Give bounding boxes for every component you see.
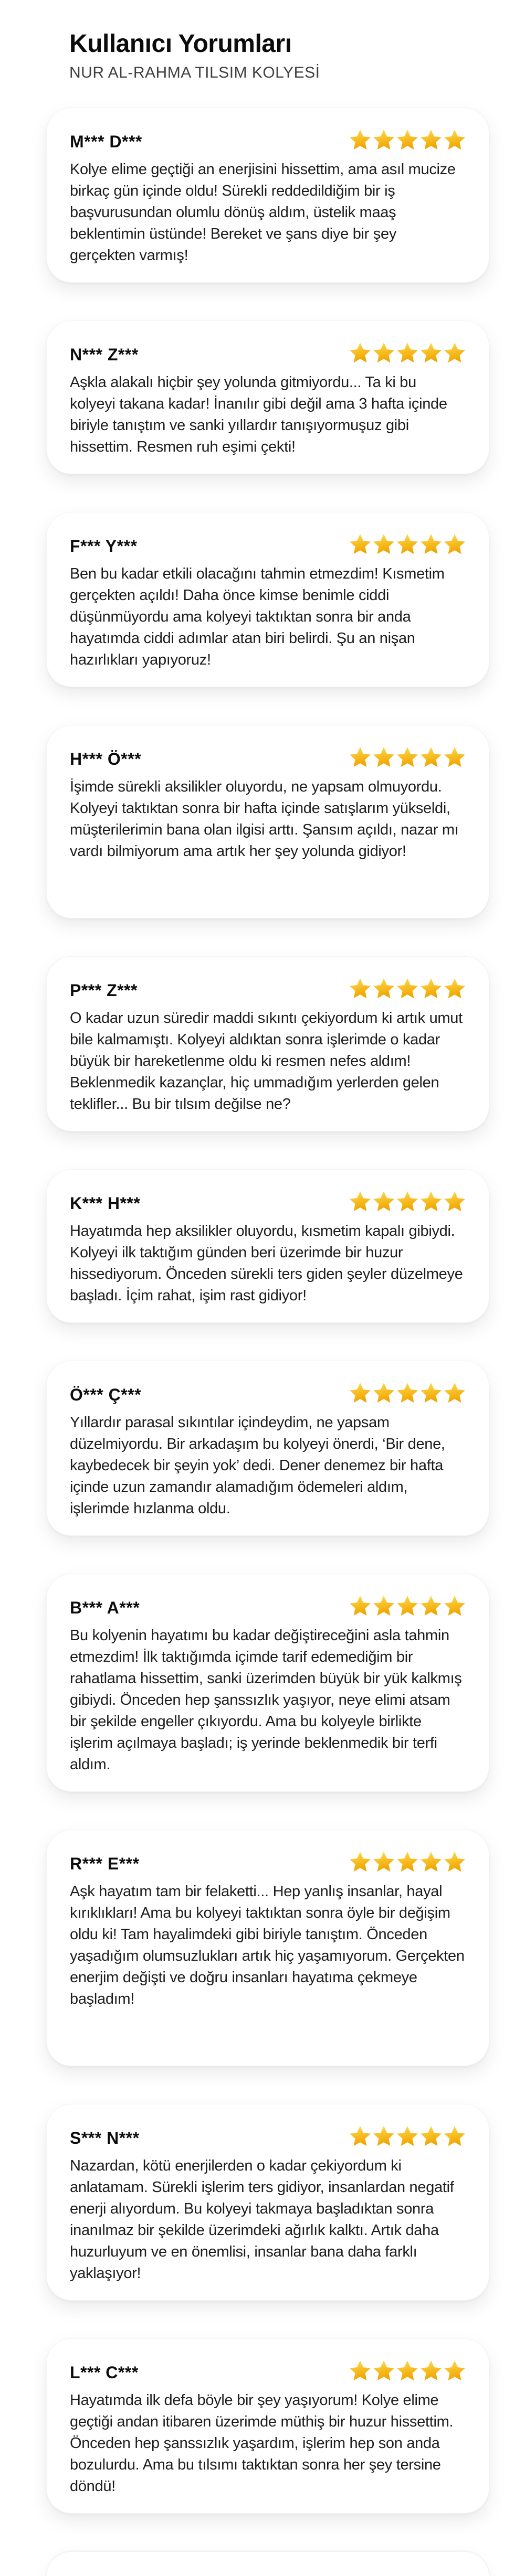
review-card-header bbox=[70, 1190, 466, 1213]
page-title: Kullanıcı Yorumları bbox=[69, 30, 292, 58]
star-icon bbox=[420, 2125, 442, 2147]
review-card bbox=[46, 956, 489, 1131]
star-icon bbox=[420, 1191, 442, 1212]
review-text: Aşkla alakalı hiçbir şey yolunda gitmiyordu... Ta ki bu kolyeyi takana kadar! İnanılır gibi değil ama 3 hafta içinde biriyle tanıştım ve sanki yıllardır tanışıyormuşuz gibi hissettim. Resmen ruh eşimi çekti! bbox=[70, 373, 447, 455]
star-icon bbox=[444, 2125, 466, 2147]
review-card-header bbox=[70, 1594, 466, 1618]
star-icon bbox=[373, 129, 395, 151]
star-rating bbox=[349, 746, 466, 768]
reviewer-name: M*** D*** bbox=[70, 132, 142, 151]
review-text: Yıllardır parasal sıkıntılar içindeydim, ne yapsam düzelmiyordu. Bir arkadaşım bu kolyeyi önerdi, ‘Bir dene, kaybedecek bir şeyin yok’ dedi. Dener denemez bir hafta içinde uzun zamandır alamadığım ödemeleri aldım, işlerimde hızlanma oldu. bbox=[70, 1414, 445, 1517]
star-icon bbox=[420, 129, 442, 151]
star-icon bbox=[420, 342, 442, 364]
review-text: O kadar uzun süredir maddi sıkıntı çekiyordum ki artık umut bile kalmamıştı. Kolyeyi aldıktan sonra işlerimde o kadar büyük bir hareketlenme oldu ki resmen nefes aldım! Beklenmedik kazançlar, hiç ummadığım yerlerden gelen teklifler... Bu bir tılsım değilse ne? bbox=[70, 1009, 463, 1113]
star-icon bbox=[373, 1851, 395, 1873]
reviewer-name: B*** A*** bbox=[70, 1598, 140, 1617]
reviewer-name: P*** Z*** bbox=[70, 980, 138, 1000]
star-icon bbox=[444, 1382, 466, 1404]
review-card bbox=[46, 1830, 489, 2066]
star-icon bbox=[373, 2125, 395, 2147]
review-card bbox=[46, 725, 489, 918]
review-text: Nazardan, kötü enerjilerden o kadar çekiyordum ki anlatamam. Sürekli işlerim ters gidiyor, insanlardan negatif enerji alıyordum. Bu kolyeyi takmaya başladıktan sonra inanılmaz bir şekilde üzerimdeki ağırlık kalktı. Artık daha huzurluyum ve en önemlisi, insanlar bana daha farklı yaklaşıyor! bbox=[70, 2157, 454, 2282]
star-icon bbox=[349, 129, 371, 151]
reviewer-name: S*** N*** bbox=[70, 2128, 140, 2147]
star-icon bbox=[396, 1851, 418, 1873]
star-rating bbox=[349, 1595, 466, 1617]
review-card-header bbox=[70, 341, 466, 365]
review-card-header bbox=[70, 745, 466, 769]
review-card bbox=[46, 108, 489, 283]
star-icon bbox=[349, 342, 371, 364]
review-text: Ben bu kadar etkili olacağını tahmin etmezdim! Kısmetim gerçekten açıldı! Daha önce kimse benimle ciddi düşünmüyordu ama kolyeyi taktıktan sonra bir anda hayatımda ciddi adımlar atan biri belirdi. Şu an nişan hazırlıkları yapıyoruz! bbox=[70, 565, 445, 668]
star-icon bbox=[373, 533, 395, 555]
star-icon bbox=[373, 746, 395, 768]
star-rating bbox=[349, 978, 466, 999]
review-text: Hayatımda ilk defa böyle bir şey yaşıyorum! Kolye elime geçtiği andan itibaren üzerimde müthiş bir huzur hissettim. Önceden hep şanssızlık yaşardım, işlerim hep son anda bozulurdu. Ama bu tılsımı taktıktan sonra her şey tersine döndü! bbox=[70, 2391, 454, 2495]
star-icon bbox=[396, 2125, 418, 2147]
review-card bbox=[46, 320, 489, 474]
star-icon bbox=[349, 1595, 371, 1617]
page-header bbox=[46, 30, 489, 81]
star-icon bbox=[444, 1851, 466, 1873]
review-text: Aşk hayatım tam bir felaketti... Hep yanlış insanlar, hayal kırıklıkları! Ama bu kolyeyi taktıktan sonra öyle bir değişim oldu ki! Tam hayalimdeki gibi biriyle tanıştım. Önceden yaşadığım olumsuzlukları artık hiç yaşamıyorum. Gerçekten enerjim değişti ve doğru insanları hayatıma çekmeye başladım! bbox=[70, 1883, 465, 2007]
star-icon bbox=[396, 129, 418, 151]
star-icon bbox=[396, 533, 418, 555]
reviewer-name: N*** Z*** bbox=[70, 345, 139, 364]
reviewer-name: Ö*** Ç*** bbox=[70, 1385, 142, 1404]
star-icon bbox=[396, 746, 418, 768]
star-rating bbox=[349, 533, 466, 555]
star-icon bbox=[349, 2360, 371, 2381]
review-card-header bbox=[70, 128, 466, 152]
review-text: Kolye elime geçtiği an enerjisini hissettim, ama asıl mucize birkaç gün içinde oldu! Sürekli reddedildiğim bir iş başvurusundan olumlu dönüş aldım, üstelik maaş beklentimin üstünde! Bereket ve şans diye bir şey gerçekten varmış! bbox=[70, 161, 456, 264]
star-icon bbox=[349, 2125, 371, 2147]
star-icon bbox=[420, 533, 442, 555]
review-card-header bbox=[70, 1850, 466, 1874]
star-icon bbox=[396, 2360, 418, 2381]
star-icon bbox=[396, 342, 418, 364]
star-icon bbox=[373, 342, 395, 364]
star-rating bbox=[349, 1382, 466, 1404]
review-card-header bbox=[70, 977, 466, 1000]
star-icon bbox=[349, 746, 371, 768]
review-text: Bu kolyenin hayatımı bu kadar değiştireceğini asla tahmin etmezdim! İlk taktığımda içimde tarif edemediğim bir rahatlama hissettim, sanki üzerimden büyük bir yük kalkmış gibiydi. Önceden hep şanssızlık yaşıyor, neye elimi atsam bir şekilde engeller çıkıyordu. Ama bu kolyeyle birlikte işlerim açılmaya başladı; iş yerinde beklenmedik bir terfi aldım. bbox=[70, 1627, 462, 1773]
review-card-header bbox=[70, 2359, 466, 2382]
star-icon bbox=[349, 1382, 371, 1404]
review-card-header bbox=[70, 2124, 466, 2148]
star-icon bbox=[349, 1851, 371, 1873]
star-icon bbox=[444, 1595, 466, 1617]
star-icon bbox=[349, 533, 371, 555]
star-icon bbox=[396, 1595, 418, 1617]
reviewer-name: H*** Ö*** bbox=[70, 749, 142, 768]
star-icon bbox=[420, 2360, 442, 2381]
star-icon bbox=[420, 1595, 442, 1617]
product-subtitle: NUR AL-RAHMA TILSIM KOLYESİ bbox=[69, 63, 320, 81]
review-card bbox=[46, 1169, 489, 1323]
star-icon bbox=[349, 978, 371, 999]
star-icon bbox=[373, 1191, 395, 1212]
review-card bbox=[46, 2104, 489, 2301]
review-card-partial bbox=[46, 2551, 489, 2576]
star-icon bbox=[444, 978, 466, 999]
reviewer-name: K*** H*** bbox=[70, 1193, 141, 1213]
star-icon bbox=[444, 2360, 466, 2381]
star-icon bbox=[420, 978, 442, 999]
star-rating bbox=[349, 2360, 466, 2381]
star-icon bbox=[396, 978, 418, 999]
review-card-header bbox=[70, 1381, 466, 1405]
star-icon bbox=[444, 746, 466, 768]
star-icon bbox=[396, 1191, 418, 1212]
star-rating bbox=[349, 2125, 466, 2147]
review-card bbox=[46, 1574, 489, 1792]
star-icon bbox=[420, 746, 442, 768]
review-card bbox=[46, 2338, 489, 2514]
star-icon bbox=[373, 1595, 395, 1617]
star-icon bbox=[373, 1382, 395, 1404]
star-icon bbox=[373, 2360, 395, 2381]
reviewer-name: F*** Y*** bbox=[70, 536, 138, 555]
reviewer-name: L*** C*** bbox=[70, 2363, 139, 2382]
star-icon bbox=[349, 1191, 371, 1212]
star-rating bbox=[349, 1851, 466, 1873]
star-icon bbox=[444, 1191, 466, 1212]
review-card bbox=[46, 512, 489, 687]
star-icon bbox=[444, 533, 466, 555]
review-card-header bbox=[70, 532, 466, 556]
star-rating bbox=[349, 1191, 466, 1212]
star-icon bbox=[420, 1851, 442, 1873]
star-icon bbox=[444, 342, 466, 364]
star-icon bbox=[373, 978, 395, 999]
star-rating bbox=[349, 342, 466, 364]
star-icon bbox=[396, 1382, 418, 1404]
review-text: İşimde sürekli aksilikler oluyordu, ne yapsam olmuyordu. Kolyeyi taktıktan sonra bir hafta içinde satışlarım yükseldi, müşterilerimin bana olan ilgisi arttı. Şansım açıldı, nazar mı vardı bilmiyorum ama artık her şey yolunda gidiyor! bbox=[70, 778, 459, 860]
review-card bbox=[46, 1361, 489, 1536]
star-icon bbox=[444, 129, 466, 151]
star-icon bbox=[420, 1382, 442, 1404]
star-rating bbox=[349, 129, 466, 151]
review-text: Hayatımda hep aksilikler oluyordu, kısmetim kapalı gibiydi. Kolyeyi ilk taktığım günden beri üzerimde bir huzur hissediyorum. Önceden sürekli ters giden şeyler düzelmeye başladı. İçim rahat, işim rast gidiyor! bbox=[70, 1222, 463, 1304]
reviewer-name: R*** E*** bbox=[70, 1854, 140, 1873]
review-list bbox=[46, 108, 489, 2576]
